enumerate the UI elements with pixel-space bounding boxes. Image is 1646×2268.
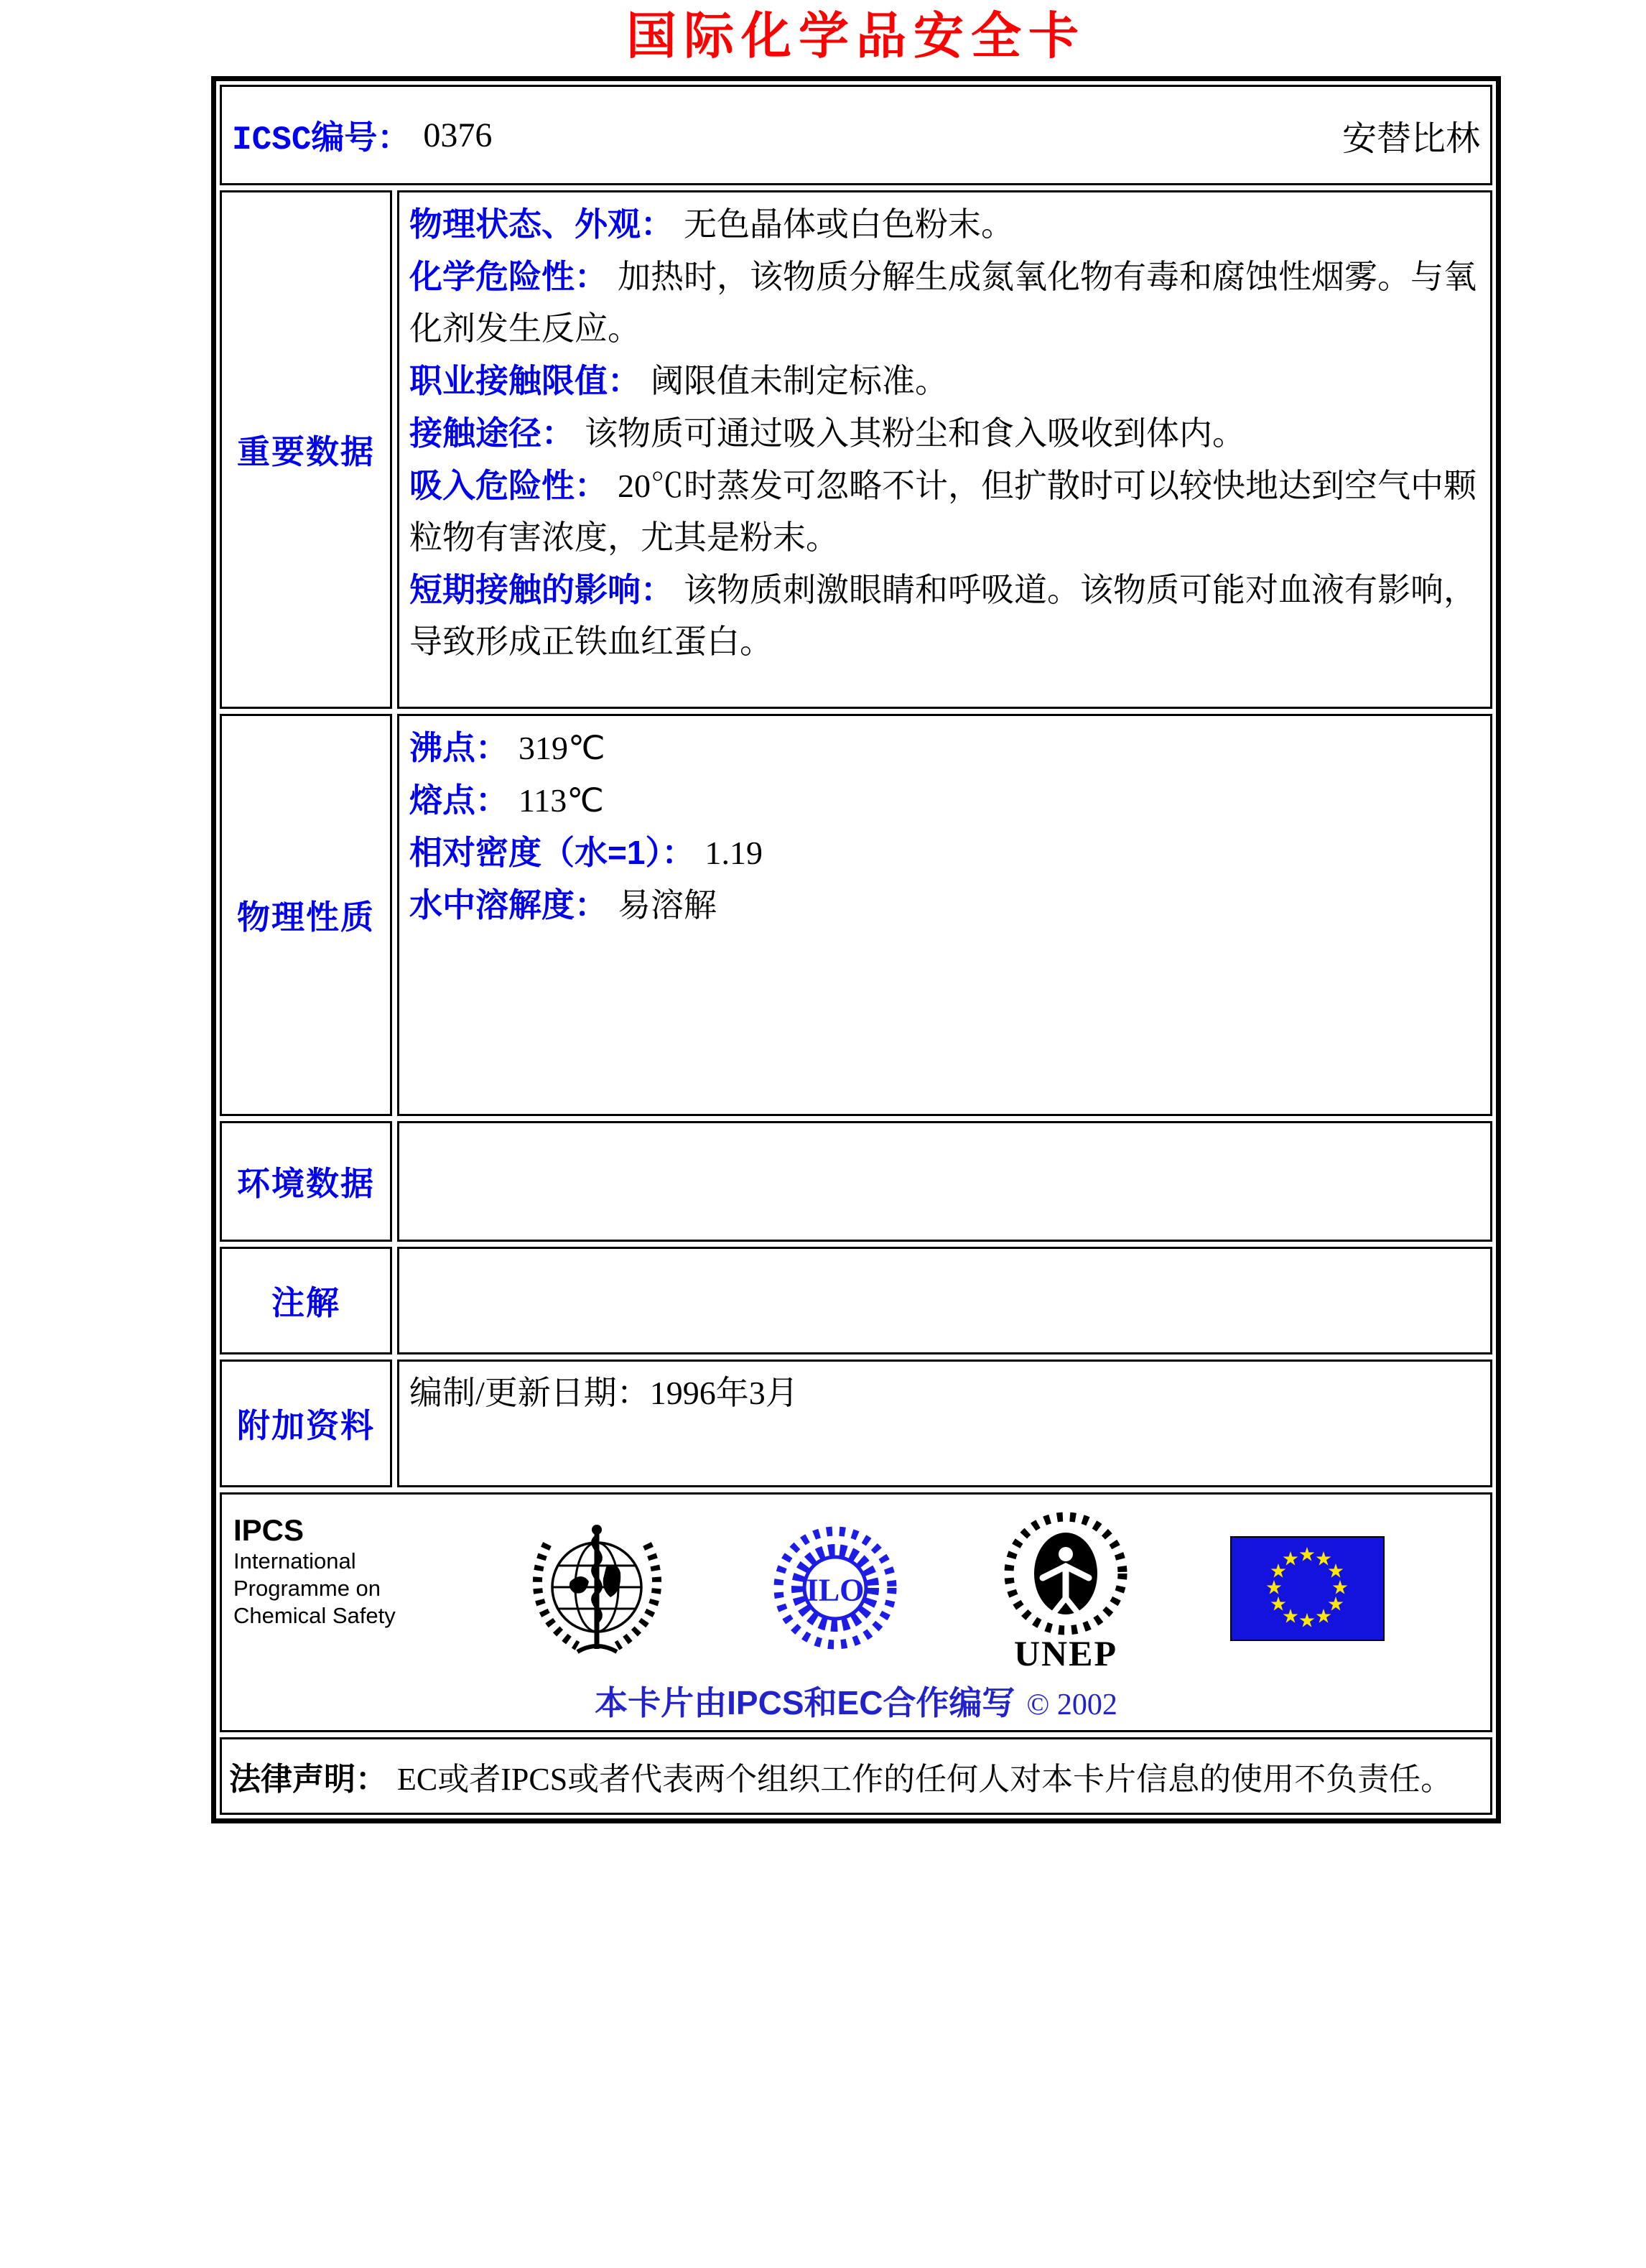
field-value: 无色晶体或白色粉末。	[684, 206, 1014, 243]
legal-notice-row	[220, 1737, 1492, 1815]
field-water-solubility	[409, 879, 1480, 931]
copyright-text: © 2002	[1026, 1688, 1117, 1721]
ilo-logo-text: ILO	[806, 1572, 864, 1608]
svg-text:★: ★	[1282, 1548, 1300, 1571]
field-label: 相对密度（水=1）：	[409, 834, 695, 871]
ipcs-title: IPCS	[233, 1513, 304, 1547]
unep-logo-icon	[995, 1502, 1136, 1676]
field-label: 职业接触限值：	[409, 362, 641, 399]
field-relative-density	[409, 827, 1480, 879]
field-boiling-point	[409, 722, 1480, 774]
field-label: 短期接触的影响：	[409, 571, 674, 608]
footer-row	[220, 1492, 1492, 1732]
section-title-physical: 物理性质	[220, 714, 392, 1116]
ipcs-line-2: Programme on	[233, 1576, 381, 1601]
svg-text:★: ★	[1327, 1593, 1345, 1616]
field-melting-point	[409, 774, 1480, 827]
svg-text:★: ★	[1270, 1560, 1288, 1583]
physical-properties-content	[397, 714, 1492, 1116]
cooperation-text: 本卡片由IPCS和EC合作编写	[595, 1684, 1015, 1721]
svg-text:★: ★	[1270, 1593, 1288, 1616]
legal-notice-label: 法律声明：	[229, 1762, 387, 1797]
ipcs-text-block	[233, 1502, 426, 1630]
svg-text:★: ★	[1265, 1576, 1283, 1599]
section-title-environment: 环境数据	[220, 1121, 392, 1242]
chemical-name: 安替比林	[1342, 119, 1480, 158]
field-label: 水中溶解度：	[409, 886, 608, 924]
footer-cell	[220, 1492, 1492, 1732]
section-title-additional: 附加资料	[220, 1360, 392, 1487]
field-label: 化学危险性：	[409, 258, 608, 295]
field-exposure-route	[409, 407, 1480, 460]
legal-notice-text: EC或者IPCS或者代表两个组织工作的任何人对本卡片信息的使用不负责任。	[397, 1762, 1453, 1797]
ipcs-line-1: International	[233, 1548, 356, 1574]
field-value: 该物质可通过吸入其粉尘和食入吸收到体内。	[585, 415, 1245, 452]
eu-flag-icon	[1230, 1536, 1385, 1641]
field-occupational-limit	[409, 355, 1480, 407]
field-value: 319℃	[519, 730, 605, 766]
org-logos	[426, 1502, 1479, 1676]
field-update-date: 编制/更新日期：1996年3月	[409, 1375, 799, 1411]
svg-text:★: ★	[1315, 1548, 1333, 1571]
physical-properties-row	[220, 714, 1492, 1116]
unep-logo-text: UNEP	[1014, 1633, 1118, 1673]
section-title-notes: 注解	[220, 1247, 392, 1354]
icsc-card	[211, 76, 1501, 1823]
important-data-row	[220, 190, 1492, 709]
field-label: 熔点：	[409, 781, 508, 819]
icsc-number-label: ICSC编号：	[232, 121, 411, 159]
field-physical-state	[409, 198, 1480, 251]
header-cell	[220, 85, 1492, 185]
svg-text:★: ★	[1315, 1605, 1333, 1628]
field-value: 1.19	[705, 835, 763, 871]
field-value: 阈限值未制定标准。	[651, 363, 948, 399]
field-chemical-danger	[409, 251, 1480, 355]
additional-info-row	[220, 1360, 1492, 1487]
field-label: 物理状态、外观：	[409, 205, 674, 243]
svg-text:★: ★	[1298, 1543, 1316, 1566]
environment-data-row	[220, 1121, 1492, 1242]
section-title-important: 重要数据	[220, 190, 392, 709]
environment-data-content	[397, 1121, 1492, 1242]
notes-content	[397, 1247, 1492, 1354]
field-value: 易溶解	[618, 887, 717, 924]
field-value: 该物质刺激眼睛和呼吸道。该物质可能对血液有影响，导致形成正铁血红蛋白。	[409, 572, 1477, 660]
field-value: 加热时，该物质分解生成氮氧化物有毒和腐蚀性烟雾。与氧化剂发生反应。	[409, 259, 1477, 347]
field-label: 吸入危险性：	[409, 467, 608, 504]
field-inhalation-risk	[409, 460, 1480, 564]
cooperation-note	[233, 1677, 1479, 1724]
icsc-number-value: 0376	[423, 116, 493, 154]
additional-info-content	[397, 1360, 1492, 1487]
field-label: 沸点：	[409, 729, 508, 766]
legal-notice-cell	[220, 1737, 1492, 1815]
svg-text:★: ★	[1298, 1609, 1316, 1632]
field-value: 113℃	[519, 782, 604, 819]
svg-text:★: ★	[1282, 1605, 1300, 1628]
important-data-content	[397, 190, 1492, 709]
header-row	[220, 85, 1492, 185]
notes-row	[220, 1247, 1492, 1354]
svg-text:★: ★	[1327, 1560, 1345, 1583]
safety-card-page	[211, 7, 1501, 1823]
field-short-term-effects	[409, 564, 1480, 668]
ipcs-line-3: Chemical Safety	[233, 1603, 396, 1628]
ilo-logo-icon	[768, 1525, 902, 1652]
page-title: 国际化学品安全卡	[626, 6, 1086, 65]
field-label: 接触途径：	[409, 414, 575, 452]
footer-logos-strip	[233, 1502, 1479, 1676]
who-logo-icon	[520, 1520, 674, 1658]
svg-text:★: ★	[1331, 1576, 1349, 1599]
field-value: 20℃时蒸发可忽略不计，但扩散时可以较快地达到空气中颗粒物有害浓度，尤其是粉末。	[409, 468, 1477, 556]
